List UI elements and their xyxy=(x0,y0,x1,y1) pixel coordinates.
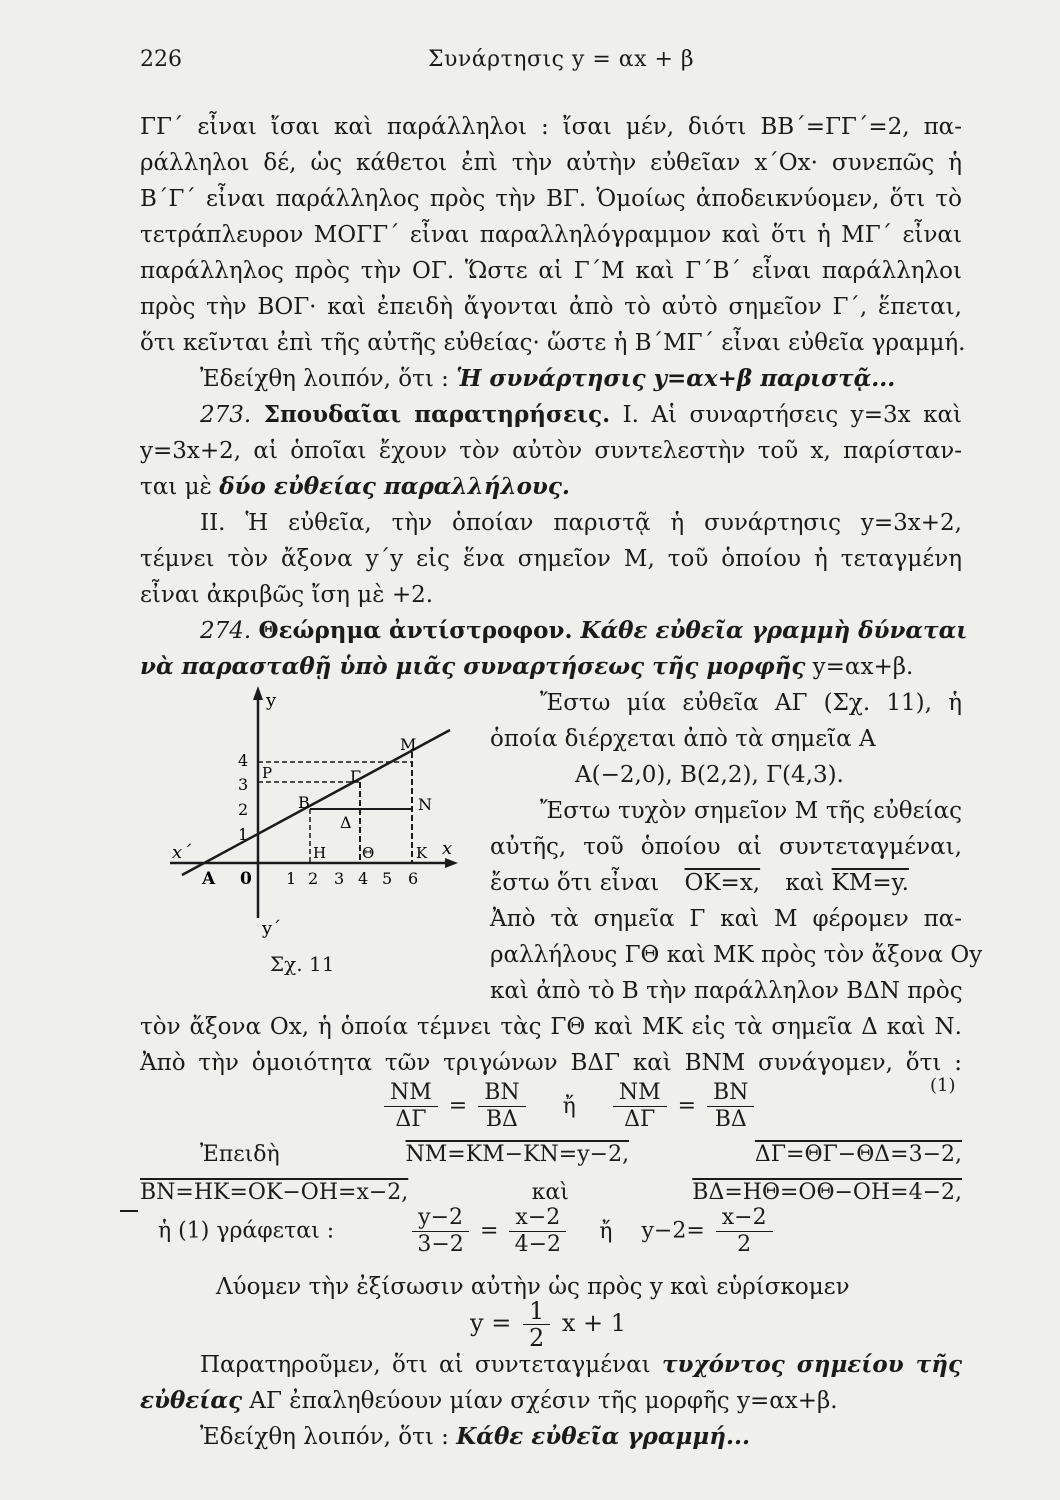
figure-caption: Σχ. 11 xyxy=(270,952,335,976)
denominator: 2 xyxy=(737,1232,752,1257)
denominator: ΒΔ xyxy=(485,1107,518,1132)
x-tick: 2 xyxy=(308,869,319,888)
x-tick: 6 xyxy=(408,869,419,888)
axis-label-x: x xyxy=(442,838,453,859)
section-number: 274. xyxy=(200,618,252,644)
text-line xyxy=(490,868,962,898)
y-tick: 4 xyxy=(238,751,249,770)
emphasis-text: δύο εὐθείας παραλλήλους. xyxy=(219,473,570,500)
ok-equation: ΟΚ=x, xyxy=(684,870,761,896)
emphasis-text: Κάθε εὐθεῖα γραμμή... xyxy=(456,1423,750,1450)
equation-dg: ΔΓ=ΘΓ−ΘΔ=3−2, xyxy=(754,1142,962,1167)
text-span: ΑΓ ἐπαληθεύουν μίαν σχέσιν τῆς μορφῆς y=αx+β. xyxy=(242,1388,838,1414)
closing-line xyxy=(200,1422,962,1452)
theorem-statement: Κάθε εὐθεῖα γραμμὴ δύναται xyxy=(572,617,968,644)
numerator: ΝΜ xyxy=(384,1080,438,1107)
x-tick: 1 xyxy=(286,869,297,888)
y-tick: 3 xyxy=(238,775,249,794)
point-label-H: Η xyxy=(313,844,327,862)
fraction xyxy=(707,1080,754,1133)
section-title: Θεώρημα ἀντίστροφον. xyxy=(258,617,573,644)
numerator: ΒΝ xyxy=(707,1080,754,1107)
equation-1: $\frac{NM}{\Delta\Gamma}$ = $\frac{BN}{B\Delta}$ ἤ $\frac{NM}{\Delta\Gamma}$ = $\frac{BN}{B\Delta}$ xyxy=(380,1080,758,1133)
margin-dash xyxy=(120,1210,138,1212)
page-number: 226 xyxy=(140,47,182,72)
denominator: 4−2 xyxy=(514,1232,562,1257)
text-line: αὐτῆς, τοῦ ὁποίου αἱ συντεταγμέναι, xyxy=(490,834,962,860)
fraction xyxy=(384,1080,438,1133)
point-label-G: Γ xyxy=(350,767,362,786)
rewritten-equation: ἡ (1) γράφεται : $\frac{y-2}{3-2}$ = $\frac{x-2}{4-2}$ ἤ y−2= $\frac{x-2}{2}$ xyxy=(158,1205,777,1258)
point-label-P: Ρ xyxy=(262,764,273,782)
point-label-N: Ν xyxy=(418,795,432,814)
x-tick: 5 xyxy=(382,869,393,888)
bn-line xyxy=(140,1178,962,1208)
emphasis-text: τυχόντος σημείου τῆς xyxy=(662,1351,962,1378)
theorem-formula: y=αx+β. xyxy=(805,654,914,680)
text-line: ραλλήλους ΓΘ καὶ ΜΚ πρὸς τὸν ἄξονα Οy xyxy=(490,942,983,968)
fraction xyxy=(478,1080,525,1133)
text-span: Παρατηροῦμεν, ὅτι αἱ συντεταγμέναι xyxy=(200,1352,663,1378)
numerator: 1 xyxy=(523,1298,550,1325)
point-label-B: Β xyxy=(298,793,310,812)
numerator: y−2 xyxy=(412,1205,469,1232)
text-line: Λύομεν τὴν ἐξίσωσιν αὐτὴν ὡς πρὸς y καὶ εὑρίσκομεν xyxy=(216,1274,850,1300)
section-273-heading xyxy=(200,400,962,430)
text-line: Ἀπὸ τὰ σημεῖα Γ καὶ Μ φέρομεν πα- xyxy=(490,906,962,932)
denominator: 2 xyxy=(528,1324,545,1352)
fraction xyxy=(509,1205,566,1258)
text-span: y−2= xyxy=(641,1218,705,1244)
point-label-M: Μ xyxy=(400,735,417,754)
closing-line xyxy=(140,1386,962,1416)
km-equation: ΚΜ=y. xyxy=(831,870,909,896)
numerator: x−2 xyxy=(716,1205,773,1232)
text-line: εἶναι ἀκριβῶς ἴση μὲ +2. xyxy=(140,582,434,608)
denominator: ΔΓ xyxy=(624,1107,656,1132)
fraction xyxy=(412,1205,469,1258)
x-tick: 4 xyxy=(358,869,369,888)
section-title: Σπουδαῖαι παρατηρήσεις. xyxy=(263,401,611,428)
text-span: καὶ xyxy=(785,870,832,896)
numerator: ΒΝ xyxy=(478,1080,525,1107)
equation-nm: ΝΜ=ΚΜ−ΚΝ=y−2, xyxy=(405,1142,630,1167)
conclusion-lead: Ἐδείχθη λοιπόν, ὅτι : xyxy=(200,366,457,392)
text-span: Ἐπειδὴ xyxy=(200,1142,280,1167)
text-line: Ἔστω τυχὸν σημεῖον Μ τῆς εὐθείας xyxy=(540,798,962,824)
text-span: y = xyxy=(470,1309,512,1337)
or-word: ἤ xyxy=(599,1218,613,1244)
coordinate-figure xyxy=(160,678,480,978)
point-label-D: Δ xyxy=(340,813,352,832)
equation-bn: ΒΝ=ΗΚ=ΟΚ−ΟΗ=x−2, xyxy=(140,1180,409,1205)
denominator: ΒΔ xyxy=(714,1107,747,1132)
text-line: καὶ ἀπὸ τὸ Β τὴν παράλληλον ΒΔΝ πρὸς xyxy=(490,978,963,1004)
section-number: 273. xyxy=(200,402,252,428)
y-tick: 1 xyxy=(238,825,249,844)
or-word: ἤ xyxy=(562,1093,576,1119)
equation-number: (1) xyxy=(930,1075,956,1096)
x-axis-arrow xyxy=(445,858,458,868)
emphasis-text: εὐθείας xyxy=(140,1387,243,1414)
text-line: ράλληλοι δέ, ὡς κάθετοι ἐπὶ τὴν αὐτὴν εὐθεῖαν x΄Οx· συνεπῶς ἡ xyxy=(140,150,962,176)
text-span: ἔστω ὅτι εἶναι xyxy=(490,870,660,896)
fraction xyxy=(613,1080,667,1133)
text-span: x + 1 xyxy=(561,1309,627,1337)
point-label-K: Κ xyxy=(416,844,428,862)
conclusion-line xyxy=(200,364,962,394)
axis-label-y: y xyxy=(266,690,277,711)
y-axis-arrow xyxy=(253,686,263,700)
theorem-statement: νὰ παρασταθῇ ὑπὸ μιᾶς συναρτήσεως τῆς μορφῆς xyxy=(140,653,806,680)
y-tick: 2 xyxy=(238,800,249,819)
text-line: τὸν ἄξονα Οx, ἡ ὁποία τέμνει τὰς ΓΘ καὶ ΜΚ εἰς τὰ σημεῖα Δ καὶ Ν. xyxy=(140,1014,962,1040)
text-line: ΙΙ. Ἡ εὐθεῖα, τὴν ὁποίαν παριστᾷ ἡ συνάρτησις y=3x+2, xyxy=(200,510,962,536)
text-line: Β΄Γ΄ εἶναι παράλληλος πρὸς τὴν ΒΓ. Ὁμοίως ἀποδεικνύομεν, ὅτι τὸ xyxy=(140,186,962,212)
text-span: Ἐδείχθη λοιπόν, ὅτι : xyxy=(200,1424,457,1450)
axis-label-x-neg: x΄ xyxy=(172,842,192,863)
text-line: Ἔστω μία εὐθεῖα ΑΓ (Σχ. 11), ἡ xyxy=(540,690,962,716)
text-line: Ἀπὸ τὴν ὁμοιότητα τῶν τριγώνων ΒΔΓ καὶ ΒΝΜ συνάγομεν, ὅτι : xyxy=(140,1050,962,1076)
denominator: ΔΓ xyxy=(395,1107,427,1132)
closing-line xyxy=(200,1350,962,1380)
section-text: Ι. Αἱ συναρτήσεις y=3x καὶ xyxy=(610,402,962,428)
x-tick: 3 xyxy=(334,869,345,888)
text-line: ὁποία διέρχεται ἀπὸ τὰ σημεῖα Α xyxy=(490,726,876,752)
point-label-TH: Θ xyxy=(362,844,375,862)
text-span: ἡ (1) γράφεται : xyxy=(158,1218,335,1244)
text-line: τετράπλευρον ΜΟΓΓ΄ εἶναι παραλληλόγραμμον καὶ ὅτι ἡ ΜΓ΄ εἶναι xyxy=(140,222,962,248)
fraction xyxy=(716,1205,773,1258)
text-span: καὶ xyxy=(531,1180,569,1205)
numerator: x−2 xyxy=(509,1205,566,1232)
text-line: y=3x+2, αἱ ὁποῖαι ἔχουν τὸν αὐτὸν συντελεστὴν τοῦ x, παρίσταν- xyxy=(140,438,962,464)
section-274-heading xyxy=(200,616,968,646)
points-line: Α(−2,0), Β(2,2), Γ(4,3). xyxy=(575,762,844,788)
running-title: Συνάρτησις y = αx + β xyxy=(428,47,695,72)
fraction xyxy=(523,1298,550,1351)
point-label-O: 0 xyxy=(240,869,252,889)
final-equation xyxy=(470,1298,626,1351)
text-line: παράλληλος πρὸς τὴν ΟΓ. Ὥστε αἱ Γ΄Μ καὶ Γ΄Β΄ εἶναι παράλληλοι xyxy=(140,258,962,284)
text-line: ὅτι κεῖνται ἐπὶ τῆς αὐτῆς εὐθείας· ὥστε ἡ Β΄ΜΓ΄ εἶναι εὐθεῖα γραμμή. xyxy=(140,330,966,356)
axis-label-y-neg: y΄ xyxy=(262,918,282,939)
text-line: τέμνει τὸν ἄξονα y΄y εἰς ἕνα σημεῖον Μ, τοῦ ὁποίου ἡ τεταγμένη xyxy=(140,546,962,572)
point-label-A: Α xyxy=(202,869,216,889)
text-line: πρὸς τὴν ΒΟΓ· καὶ ἐπειδὴ ἄγονται ἀπὸ τὸ αὐτὸ σημεῖον Γ΄, ἕπεται, xyxy=(140,294,962,320)
text-line: ΓΓ΄ εἶναι ἴσαι καὶ παράλληλοι : ἴσαι μέν, διότι ΒΒ΄=ΓΓ΄=2, πα- xyxy=(140,114,962,140)
denominator: 3−2 xyxy=(417,1232,464,1257)
since-line xyxy=(200,1140,962,1170)
text-span: ται μὲ xyxy=(140,474,220,500)
conclusion-emphasis: Ἡ συνάρτησις y=αx+β παριστᾷ... xyxy=(456,365,896,392)
equation-bd: ΒΔ=ΗΘ=ΟΘ−ΟΗ=4−2, xyxy=(692,1180,963,1205)
numerator: ΝΜ xyxy=(613,1080,667,1107)
text-line xyxy=(140,472,962,502)
